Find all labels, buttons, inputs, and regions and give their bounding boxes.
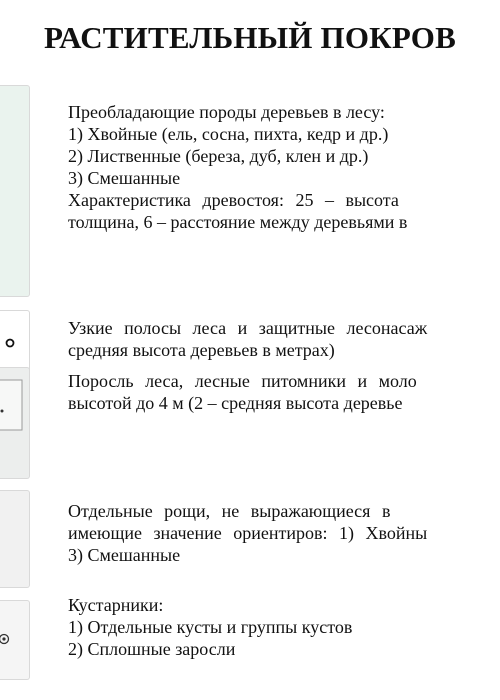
legend-description: [68, 317, 500, 361]
legend-line: имеющие значение ориентиров: 1) Хвойны: [68, 523, 428, 543]
legend-line: средняя высота деревьев в метрах): [68, 340, 335, 360]
legend-line: 1) Отдельные кусты и группы кустов: [68, 617, 353, 637]
shrub-symbol-icon: [0, 600, 30, 680]
grove-symbol-icon: [0, 490, 30, 588]
legend-line: толщина, 6 – расстояние между деревьями в: [68, 212, 408, 232]
legend-line: Характеристика древостоя: 25 – высота: [68, 190, 399, 210]
legend-line: Отдельные рощи, не выражающиеся в: [68, 501, 391, 521]
legend-line: 1) Хвойные (ель, сосна, пихта, кедр и др.): [68, 124, 389, 144]
legend-line: 3) Смешанные: [68, 168, 181, 188]
legend-line: Преобладающие породы деревьев в лесу:: [68, 102, 385, 122]
legend-description: [68, 101, 500, 233]
legend-description: [68, 594, 500, 660]
forest-symbol-icon: [0, 85, 30, 297]
legend-line: 2) Сплошные заросли: [68, 639, 236, 659]
legend-line: 3) Смешанные: [68, 545, 181, 565]
legend-line: Кустарники:: [68, 595, 164, 615]
legend-description: [68, 370, 500, 414]
young-growth-symbol-icon: [0, 367, 30, 479]
legend-line: 2) Лиственные (береза, дуб, клен и др.): [68, 146, 369, 166]
legend-line: Узкие полосы леса и защитные лесонасаж: [68, 318, 428, 338]
legend-line: Поросль леса, лесные питомники и моло: [68, 371, 417, 391]
legend-description: [68, 500, 500, 566]
page-title: РАСТИТЕЛЬНЫЙ ПОКРОВ: [44, 20, 456, 55]
legend-line: высотой до 4 м (2 – средняя высота деревье: [68, 393, 403, 413]
